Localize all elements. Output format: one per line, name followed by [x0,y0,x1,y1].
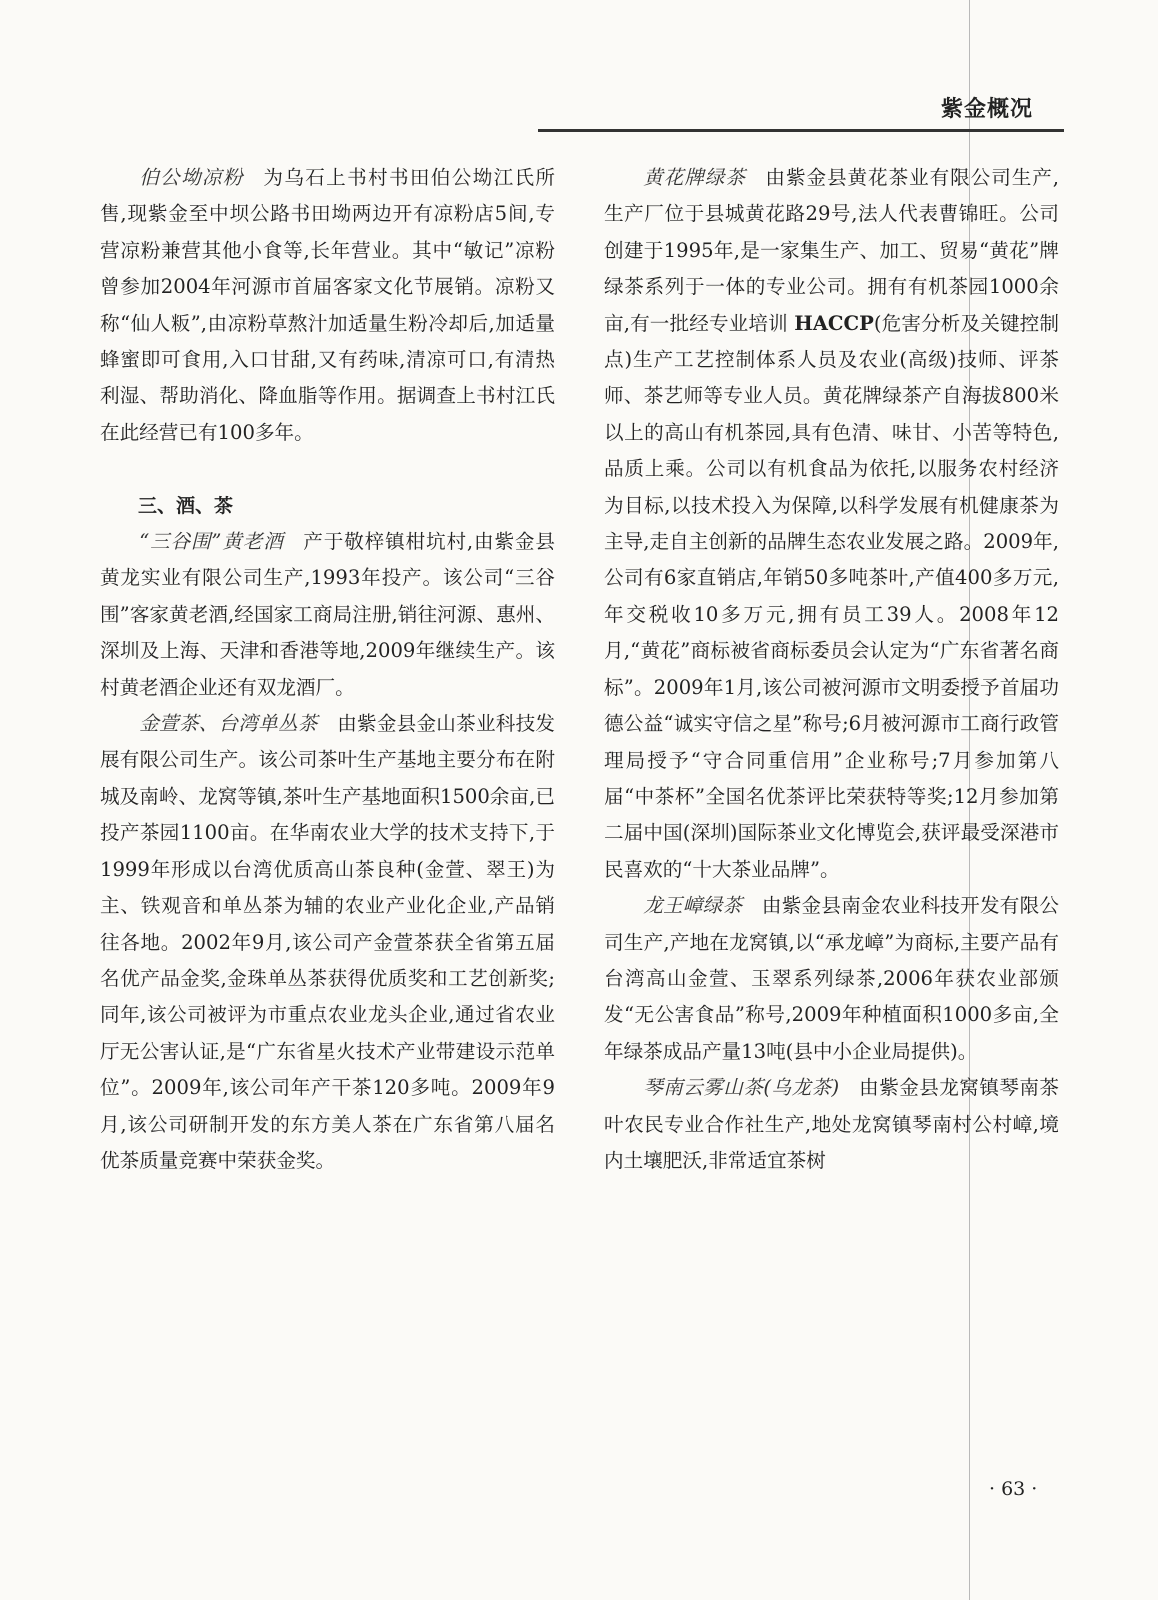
entry-text: 产于敬梓镇柑坑村,由紫金县黄龙实业有限公司生产,1993年投产。该公司“三谷围”客家黄老酒,经国家工商局注册,销往河源、惠州、深圳及上海、天津和香港等地,2009年继续生产。该村黄老酒企业还有双龙酒厂。 [100,530,555,699]
entry-text: 由紫金县金山茶业科技发展有限公司生产。该公司茶叶生产基地主要分布在附城及南岭、龙窝等镇,茶叶生产基地面积1500余亩,已投产茶园1100亩。在华南农业大学的技术支持下,于1999年形成以台湾优质高山茶良种(金萱、翠王)为主、铁观音和单丛茶为辅的农业产业化企业,产品销往各地。2002年9月,该公司产金萱茶获全省第五届名优产品金奖,金珠单丛茶获得优质奖和工艺创新奖;同年,该公司被评为市重点农业龙头企业,通过省农业厅无公害认证,是“广东省星火技术产业带建设示范单位”。2009年,该公司年产干茶120多吨。2009年9月,该公司研制开发的东方美人茶在广东省第八届名优茶质量竞赛中荣获金奖。 [100,712,556,1172]
paragraph-jinxuan-tea [100,706,555,1179]
running-header-title: 紫金概况 [941,97,1034,122]
section-heading: 三、酒、茶 [138,494,234,517]
entry-term: 琴南云雾山茶(乌龙茶) [643,1076,840,1100]
paragraph-huanglaojiu [100,524,555,706]
entry-text: (危害分析及关键控制点)生产工艺控制体系人员及农业(高级)技师、评茶师、茶艺师等专业人员。黄花牌绿茶产自海拔800米以上的高山有机茶园,具有色清、味甘、小苦等特色,品质上乘。公司以有机食品为依托,以服务农村经济为目标,以技术投入为保障,以科学发展有机健康茶为主导,走自主创新的品牌生态农业发展之路。2009年,公司有6家直销店,年销50多吨茶叶,产值400多万元,年交税收10多万元,拥有员工39人。2008年12月,“黄花”商标被省商标委员会认定为“广东省著名商标”。2009年1月,该公司被河源市文明委授予首届功德公益“诚实守信之星”称号;6月被河源市工商行政管理局授予“守合同重信用”企业称号;7月参加第八届“中茶杯”全国名优茶评比荣获特等奖;12月参加第二届中国(深圳)国际茶业文化博览会,获评最受深港市民喜欢的“十大茶业品牌”。 [604,311,1059,881]
entry-text: 由紫金县南金农业科技开发有限公司生产,产地在龙窝镇,以“承龙嶂”为商标,主要产品有台湾高山金萱、玉翠系列绿茶,2006年获农业部颁发“无公害食品”称号,2009年种植面积1000多亩,全年绿茶成品产量13吨(县中小企业局提供)。 [604,894,1060,1063]
entry-term: 金萱茶、台湾单丛茶 [139,712,318,736]
entry-text: 由紫金县黄花茶业有限公司生产,生产厂位于县城黄花路29号,法人代表曹锦旺。公司创建于1995年,是一家集生产、加工、贸易“黄花”牌绿茶系列于一体的专业公司。拥有有机茶园1000余亩,有一批经专业培训 [604,166,1060,335]
entry-term: 伯公坳凉粉 [139,166,244,189]
entry-term: 黄花牌绿茶 [643,166,746,189]
entry-text: 由紫金县龙窝镇琴南茶叶农民专业合作社生产,地处龙窝镇琴南村公村嶂,境内土壤肥沃,非常适宜茶树 [604,1076,1059,1172]
page-number: · 63 · [989,1478,1038,1500]
paragraph-huanghua-tea [604,160,1059,888]
paragraph-longwangzhang-tea [604,888,1059,1070]
entry-term: 龙王嶂绿茶 [643,894,743,918]
entry-term: “三谷围”黄老酒 [139,530,284,554]
right-column [604,160,1059,1179]
paragraph-qinnan-tea [604,1070,1059,1179]
left-column [100,160,555,1179]
header-rule [538,129,1064,132]
haccp-text: HACCP [794,311,874,335]
paragraph-liangfen [100,160,555,451]
entry-text: 为乌石上书村书田伯公坳江氏所售,现紫金至中坝公路书田坳两边开有凉粉店5间,专营凉粉兼营其他小食等,长年营业。其中“敏记”凉粉曾参加2004年河源市首届客家文化节展销。凉粉又称“仙人粄”,由凉粉草熬汁加适量生粉冷却后,加适量蜂蜜即可食用,入口甘甜,又有药味,清凉可口,有清热利湿、帮助消化、降血脂等作用。据调查上书村江氏在此经营已有100多年。 [100,166,556,444]
